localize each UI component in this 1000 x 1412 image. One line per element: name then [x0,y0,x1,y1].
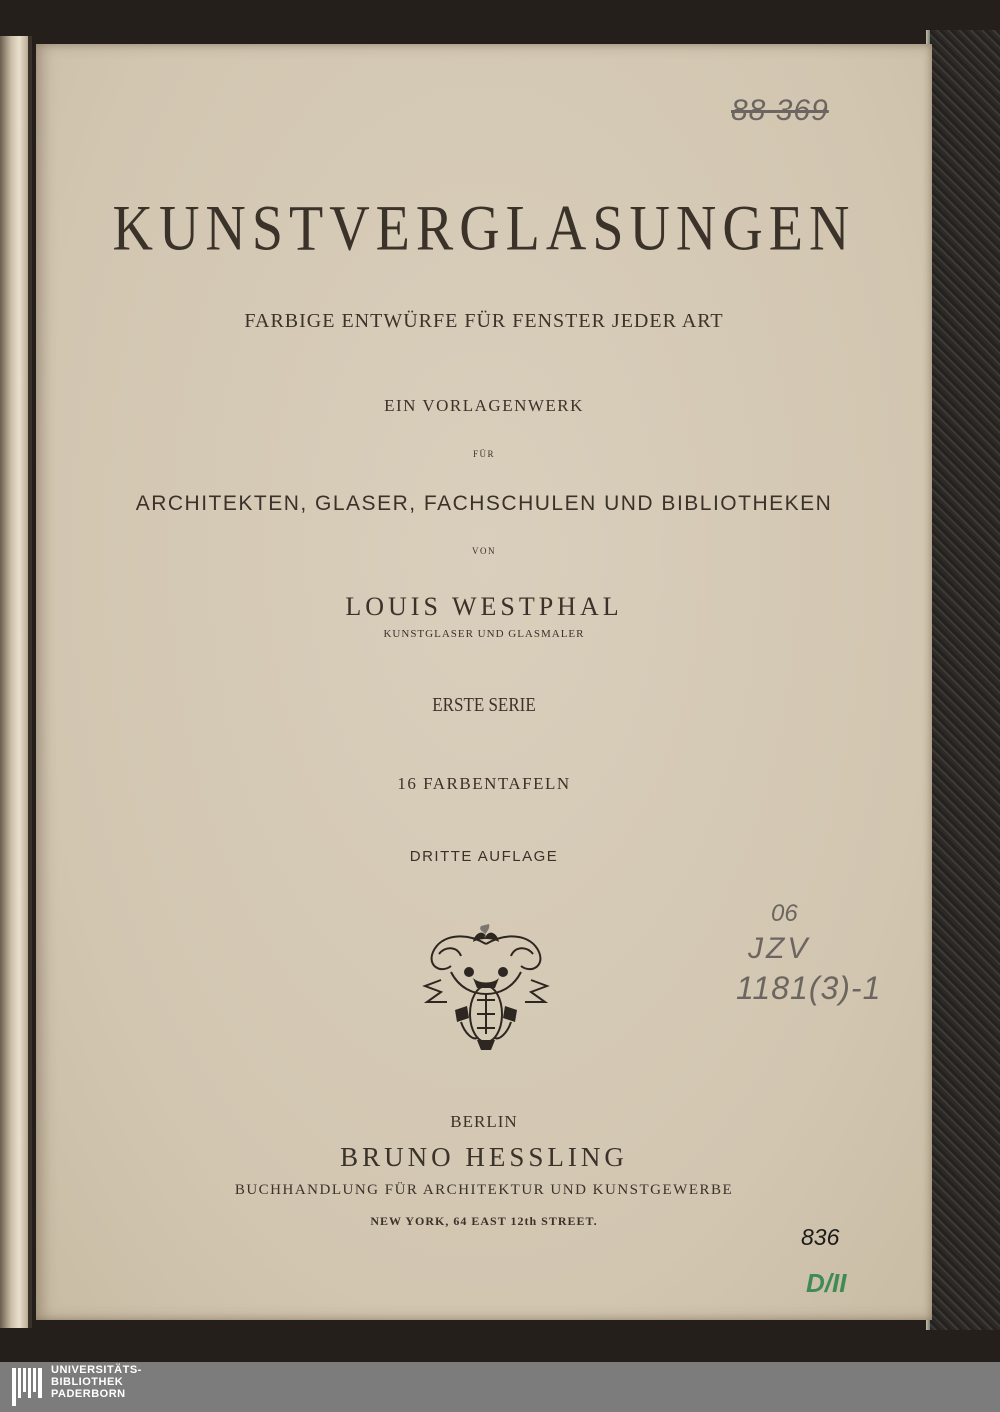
author-role: KUNSTGLASER UND GLASMALER [383,628,585,640]
author-name: LOUIS WESTPHAL [345,592,623,621]
pencil-note-2: JZV [748,932,811,965]
logo-line-2: BIBLIOTHEK [51,1376,124,1388]
book-subtitle: FARBIGE ENTWÜRFE FÜR FENSTER JEDER ART [244,310,724,332]
by-word: VON [472,546,496,556]
publisher-description: BUCHHANDLUNG FÜR ARCHITEKTUR UND KUNSTGEWERBE [234,1182,734,1198]
series: ERSTE SERIE [432,694,536,716]
publisher-city: BERLIN [450,1112,518,1131]
book-binding-left [0,36,32,1328]
university-library-logo-text[interactable] [51,1364,142,1400]
for-word: FÜR [472,449,495,459]
book-cover-right [930,30,1000,1330]
book-title: KUNSTVERGLASUNGEN [112,193,856,265]
footer-bar [0,1362,1000,1412]
logo-line-3: PADERBORN [51,1388,126,1400]
publisher-address: NEW YORK, 64 EAST 12th STREET. [370,1214,598,1228]
university-library-logo-icon[interactable] [12,1368,42,1406]
pencil-shelfmark: 88 369 [731,94,829,127]
publisher-device-emblem-icon [411,922,561,1052]
pencil-call-number: 1181(3)-1 [736,970,882,1006]
pencil-note-1: 06 [771,900,798,927]
publisher-name: BRUNO HESSLING [340,1142,628,1172]
green-stamp: D/II [806,1268,847,1298]
edition: DRITTE AUFLAGE [409,848,559,865]
logo-line-1: UNIVERSITÄTS- [51,1364,142,1376]
plates-count: 16 FARBENTAFELN [397,774,571,793]
audience: ARCHITEKTEN, GLASER, FACHSCHULEN UND BIBLIOTHEKEN [135,492,833,515]
title-page [36,44,932,1320]
ink-number: 836 [801,1224,840,1250]
work-type: EIN VORLAGENWERK [384,396,584,415]
